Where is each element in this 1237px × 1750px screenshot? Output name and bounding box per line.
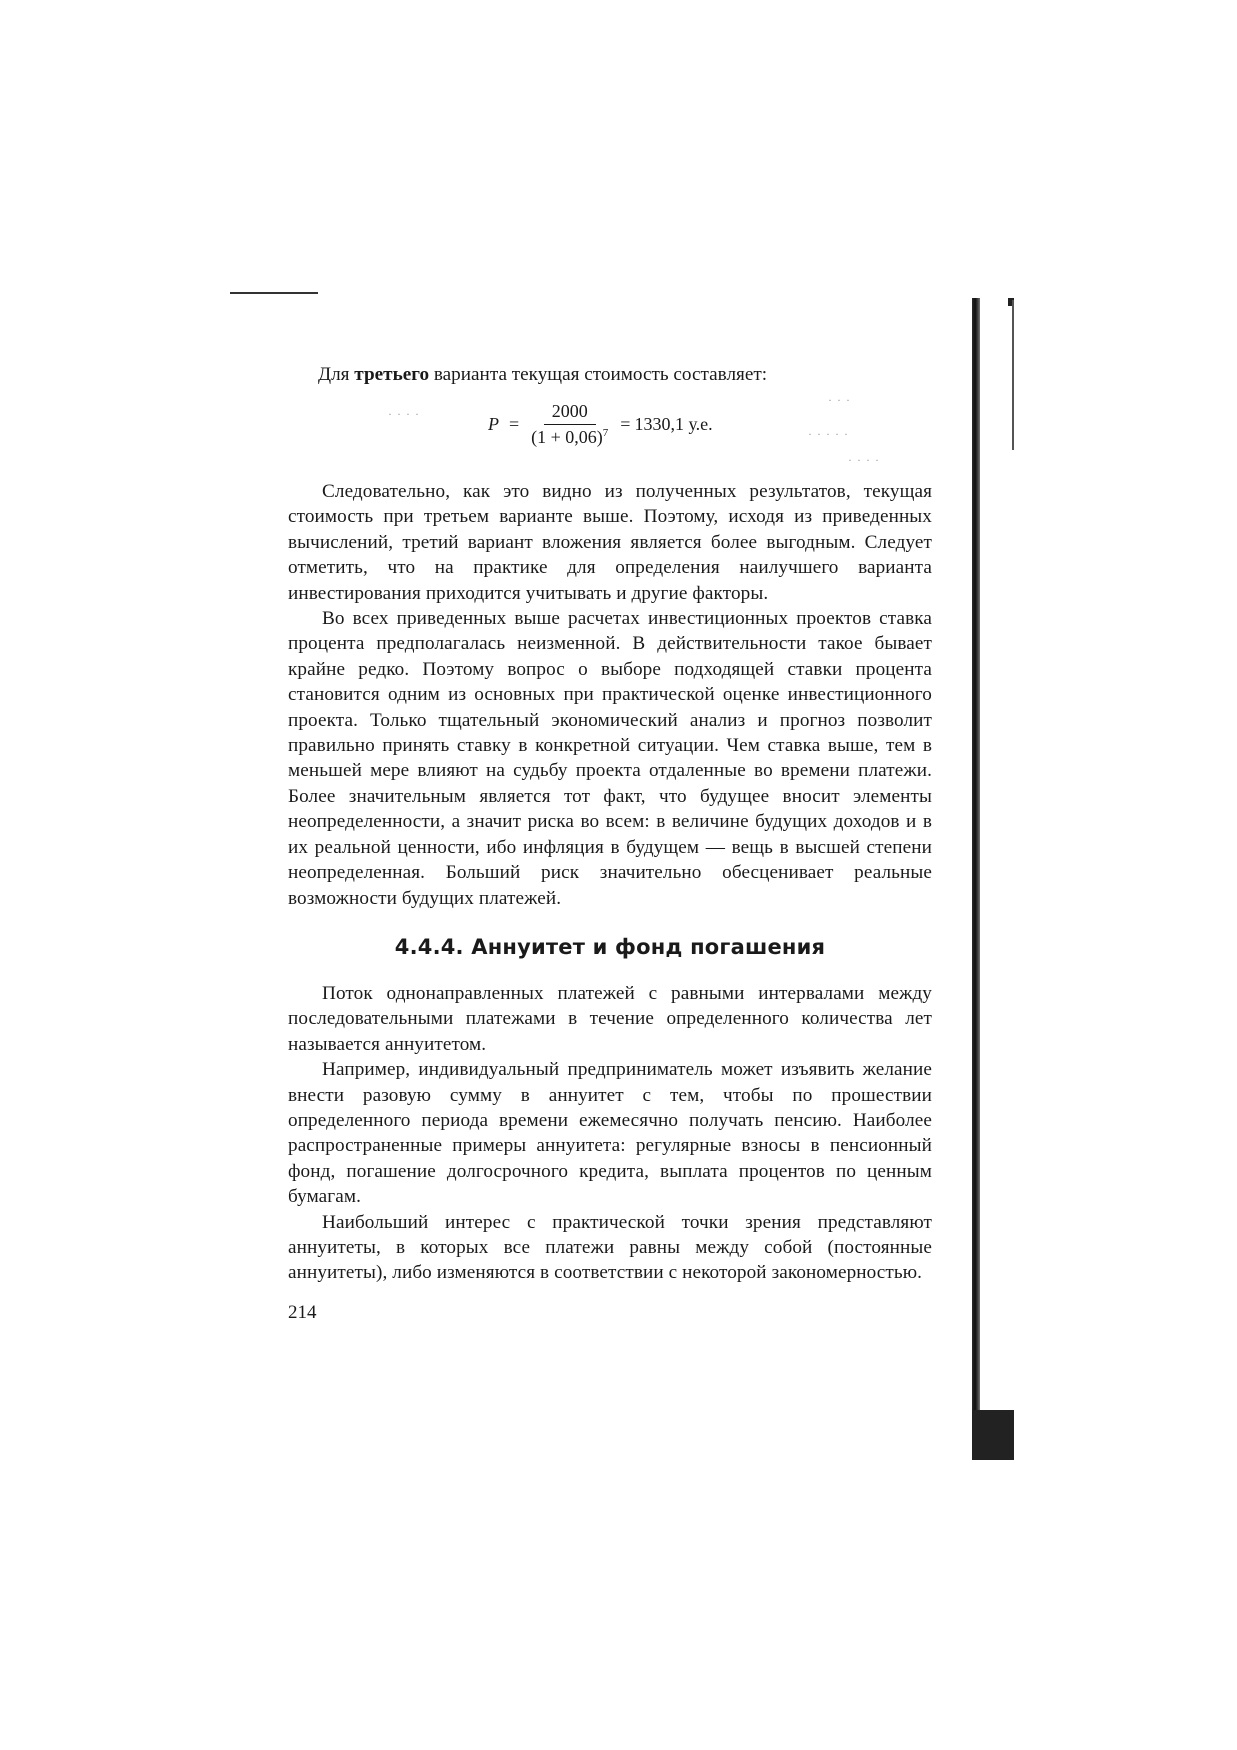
paragraph-annuity-definition: Поток однонаправленных платежей с равными интервалами между последовательными платежами в течение определенного количества лет называется аннуитетом. (288, 982, 932, 1055)
paragraph-conclusion: Следовательно, как это видно из полученных результатов, текущая стоимость при третьем варианте выше. Поэтому, исходя из приведенных вычислений, третий вариант вложения является более выгодным. Следует отметить, что на практике для определения наилучшего варианта инвестирования приходится учитывать и другие факторы. (288, 481, 932, 604)
scan-noise: · · · (828, 393, 851, 407)
scan-edge-line (1012, 300, 1014, 450)
formula-equals: = (509, 414, 520, 434)
present-value-formula (488, 401, 713, 448)
formula-lhs: P (488, 414, 499, 434)
intro-line (288, 362, 932, 387)
paragraph-annuity-interest: Наибольший интерес с практической точки зрения представляют аннуитеты, в которых все платежи равны между собой (постоянные аннуитеты), либо изменяются в соответствии с некоторой закономерностью. (288, 1211, 932, 1284)
paragraph-annuity-example: Например, индивидуальный предприниматель может изъявить желание внести разовую сумму в аннуитет с тем, чтобы по прошествии определенного периода времени ежемесячно получать пенсию. Наиболее распространенные примеры аннуитета: регулярные взносы в пенсионный фонд, погашение долгосрочного кредита, выплата процентов по ценным бумагам. (288, 1059, 932, 1208)
formula-denominator (527, 425, 612, 448)
formula-block (288, 387, 932, 479)
intro-bold-word: третьего (354, 364, 430, 385)
scan-noise: · · · · · (808, 427, 849, 441)
scan-top-rule (230, 292, 318, 294)
formula-numerator: 2000 (544, 401, 596, 425)
scan-noise: · · · · (848, 453, 880, 467)
page-number: 214 (288, 1301, 317, 1323)
intro-suffix: варианта текущая стоимость составляет: (429, 364, 768, 385)
formula-denominator-base: (1 + 0,06) (531, 427, 603, 447)
scan-noise: · · · · (388, 407, 420, 421)
book-page (288, 362, 932, 1324)
section-heading: 4.4.4. Аннуитет и фонд погашения (394, 934, 826, 959)
formula-result: 1330,1 у.е. (634, 414, 713, 434)
paragraph-interest-rate: Во всех приведенных выше расчетах инвестиционных проектов ставка процента предполагалась неизменной. В действительности такое бывает крайне редко. Поэтому вопрос о выборе подходящей ставки процента становится одним из основных при практической оценке инвестиционного проекта. Только тщательный экономический анализ и прогноз позволит правильно принять ставку в конкретной ситуации. Чем ставка выше, тем в меньшей мере влияют на судьбу проекта отдаленные во времени платежи. Более значительным является тот факт, что будущее вносит элементы неопределенности, а значит риска во всем: в величине будущих доходов и в их реальной ценности, ибо инфляция в будущем — вещь в высшей степени неопределенная. Больший риск значительно обесценивает реальные возможности будущих платежей. (288, 608, 932, 909)
formula-fraction (527, 401, 612, 448)
scan-edge-bottom (972, 1410, 1014, 1460)
formula-equals-2: = (620, 414, 631, 434)
intro-prefix: Для (318, 364, 355, 385)
formula-exponent: 7 (602, 427, 609, 439)
scan-binding-shadow (972, 298, 980, 1460)
